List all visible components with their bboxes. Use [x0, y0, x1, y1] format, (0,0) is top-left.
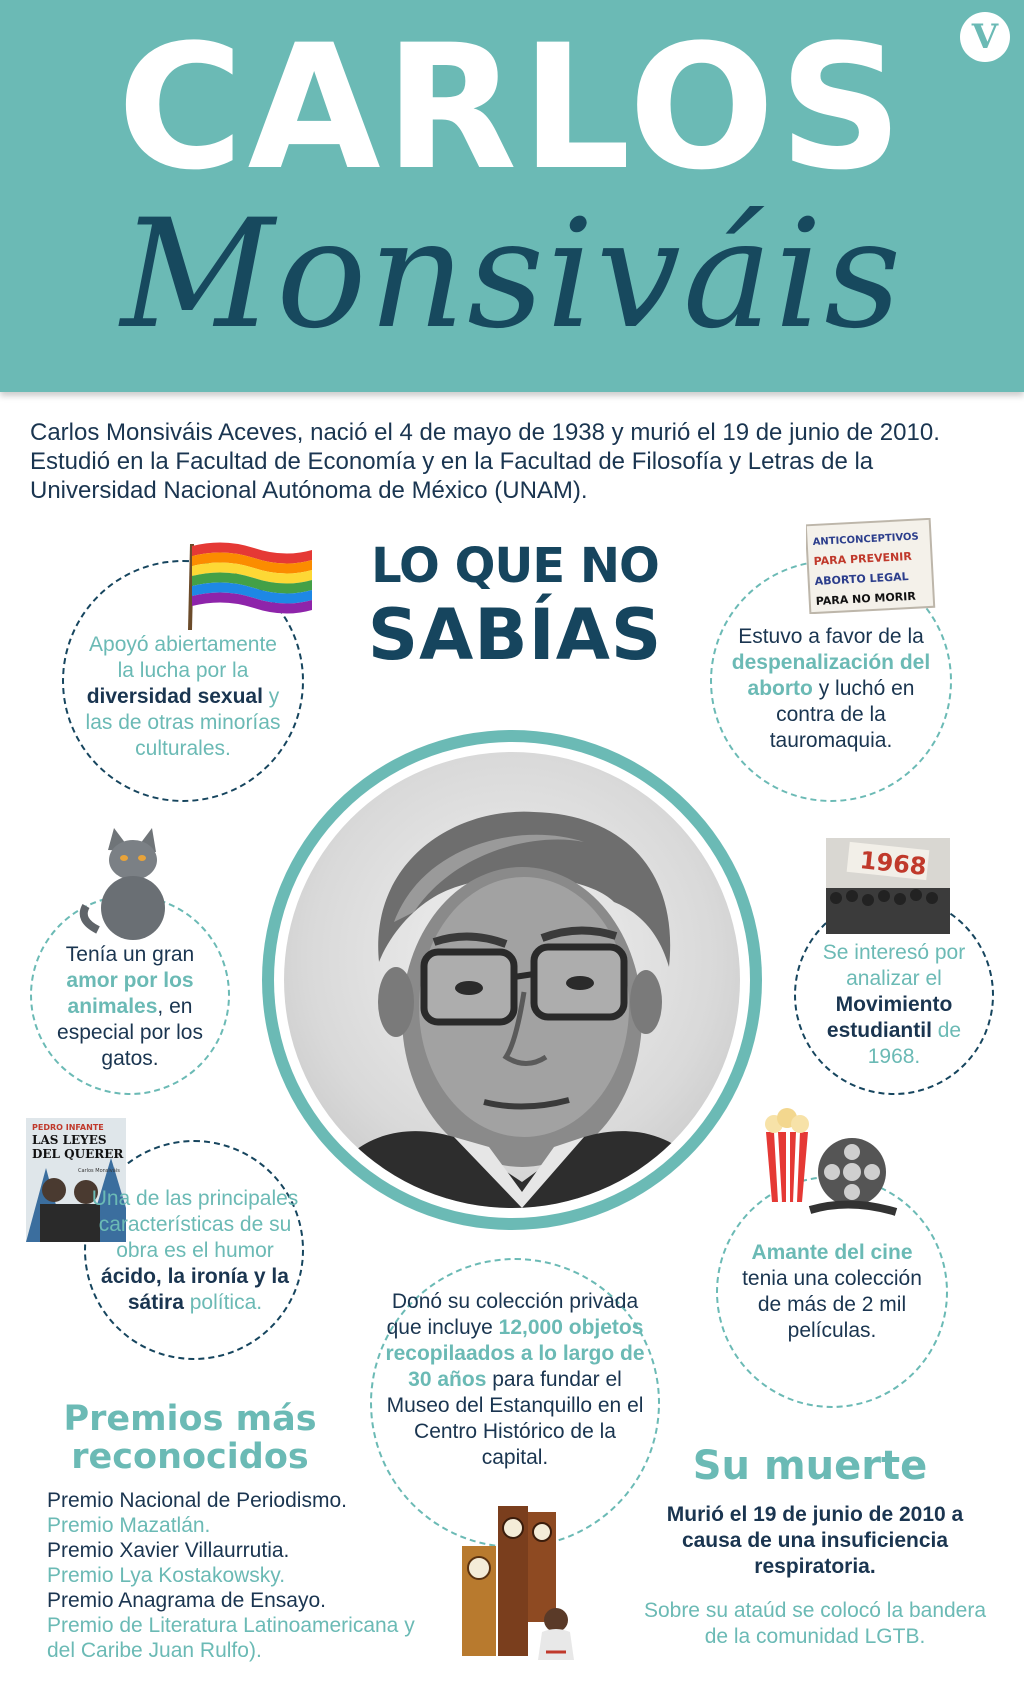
fact-animales-part1: Tenía un gran: [65, 943, 195, 966]
fact-coleccion-highlight: 12,000 objetos recopilaados a lo largo de 30 años: [385, 1316, 645, 1391]
book-cover-title2: DEL QUERER: [32, 1147, 124, 1161]
title-last-name: Monsiváis: [120, 188, 904, 362]
logo-badge[interactable]: V: [960, 12, 1010, 62]
awards-title-line1: Premios más: [63, 1399, 317, 1439]
fact-text-coleccion: [384, 1289, 646, 1471]
fact-aborto-part1: Estuvo a favor de la: [738, 625, 924, 648]
section-heading-line1: LO QUE NO: [371, 538, 659, 594]
award-item: Premio Mazatlán.: [47, 1514, 211, 1537]
intro-paragraph: Carlos Monsiváis Aceves, nació el 4 de mayo de 1938 y murió el 19 de junio de 2010. Estudió en la Facultad de Economía y en la Facultad de Filosofía y Letras de la Universidad Nacional Autónoma de México (UNAM).: [30, 419, 940, 504]
fact-text-movimiento: [816, 940, 972, 1070]
protest-sign-line1: ANTICONCEPTIVOS: [812, 531, 920, 549]
title-first-name: CARLOS: [117, 7, 907, 208]
fact-text-aborto: [728, 624, 934, 754]
book-cover-title1: LAS LEYES: [32, 1133, 107, 1147]
fact-text-cine: [736, 1240, 928, 1344]
section-heading-line2: SABÍAS: [367, 594, 663, 676]
section-heading: [340, 538, 690, 676]
awards-title: [40, 1400, 340, 1476]
fact-movimiento-highlight: Movimiento estudiantil: [826, 993, 953, 1042]
portrait-illustration: [284, 752, 740, 1208]
death-title: Su muerte: [692, 1443, 928, 1489]
awards-list: [47, 1488, 437, 1663]
rainbow-flag-icon: [184, 538, 316, 630]
award-item: Premio Lya Kostakowsky.: [47, 1564, 286, 1587]
portrait-photo: [284, 752, 740, 1208]
awards-title-line2: reconocidos: [71, 1437, 309, 1477]
fact-cine-highlight: Amante del cine: [751, 1241, 913, 1264]
cat-icon: [78, 820, 178, 940]
protest-sign-line3: ABORTO LEGAL: [814, 570, 909, 588]
fact-text-diversidad: [78, 632, 288, 762]
fact-text-animales: [52, 942, 208, 1072]
award-item: Premio Nacional de Periodismo.: [47, 1489, 347, 1512]
fact-coleccion-part1: Donó su colección privada que incluye: [386, 1290, 639, 1339]
award-item: Premio Anagrama de Ensayo.: [47, 1589, 326, 1612]
photo-1968-year: 1968: [858, 846, 928, 881]
award-item: Premio Xavier Villaurrutia.: [47, 1539, 290, 1562]
death-text: Murió el 19 de junio de 2010 a causa de una insuficiencia respiratoria.: [666, 1503, 964, 1578]
fact-aborto-highlight: despenalización del aborto: [731, 651, 931, 700]
fact-diversidad-highlight: diversidad sexual: [86, 685, 263, 708]
fact-humor-highlight: ácido, la ironía y la sátira: [101, 1265, 289, 1314]
book-cover-byline: Carlos Monsiváis: [78, 1168, 120, 1174]
photo-1968: [826, 838, 950, 934]
clocks-collection-image: [458, 1502, 582, 1662]
cinema-icon: [760, 1102, 900, 1222]
fact-humor-part1: Una de las principales características de su obra es el humor: [91, 1187, 299, 1262]
fact-humor-part2: política.: [183, 1291, 263, 1314]
fact-animales-part2: , en especial por los gatos.: [57, 995, 203, 1070]
fact-diversidad-part2: y las de otras minorías culturales.: [85, 685, 281, 760]
book-cover-author: PEDRO INFANTE: [32, 1123, 104, 1132]
death-note: Sobre su ataúd se colocó la bandera de la comunidad LGTB.: [643, 1599, 987, 1648]
fact-coleccion-part2: para fundar el Museo del Estanquillo en el Centro Histórico de la capital.: [386, 1368, 644, 1469]
fact-animales-highlight: amor por los animales: [66, 969, 194, 1018]
fact-movimiento-part1: Se interesó por analizar el: [822, 941, 966, 990]
fact-cine-part2: tenia una colección de más de 2 mil películas.: [742, 1267, 922, 1342]
protest-sign-line4: PARA NO MORIR: [815, 589, 917, 608]
award-item: Premio de Literatura Latinoamericana y del Caribe Juan Rulfo).: [47, 1614, 415, 1662]
fact-movimiento-part2: de 1968.: [867, 1019, 962, 1068]
fact-diversidad-part1: Apoyó abiertamente la lucha por la: [89, 633, 277, 682]
protest-sign-line2: PARA PREVENIR: [813, 549, 913, 568]
fact-text-humor: [84, 1186, 306, 1316]
fact-aborto-part2: y luchó en contra de la tauromaquia.: [769, 677, 915, 752]
protest-sign-image: [806, 518, 936, 614]
